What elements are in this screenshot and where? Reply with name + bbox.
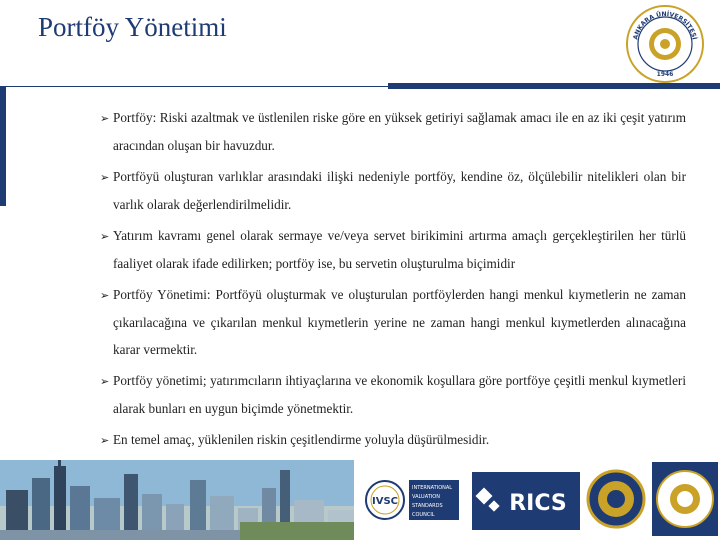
- bullet-list: [100, 104, 686, 458]
- ivsc-line-4: COUNCIL: [412, 512, 435, 518]
- bullet-item: ➢ Portföy Yönetimi: Portföyü oluşturmak ve oluşturulan portföylerden hangi menkul kıymetlerin ne zaman çıkarılacağına ve çıkarılan menkul kıymetlerin yerine ne zaman hangi menkul kıymetlerden alınacağına karar vermektir.: [100, 281, 686, 363]
- header-rule: [0, 82, 720, 90]
- bullet-arrow-icon: ➢: [100, 434, 110, 447]
- bullet-arrow-icon: ➢: [100, 112, 110, 125]
- bullet-item: ➢ Portföyü oluşturan varlıklar arasındaki ilişki nedeniyle portföy, kendine öz, ölçülebilir nitelikleri olan bir varlık olarak değerlendirilmelidir.: [100, 163, 686, 218]
- rics-text: RICS: [509, 491, 567, 516]
- university-year-text: 1946: [656, 71, 674, 78]
- university-name-text: ANKARA ÜNİVERSİTESİ: [632, 10, 698, 41]
- left-accent-bar: [0, 86, 6, 206]
- bullet-item: ➢ Portföy yönetimi; yatırımcıların ihtiyaçlarına ve ekonomik koşullara göre portföye çeşitli menkul kıymetleri alarak bunları en uygun biçimde yönetmektir.: [100, 367, 686, 422]
- ivsc-line-1: INTERNATIONAL: [412, 485, 453, 491]
- bullet-item: ➢ Portföy: Riski azaltmak ve üstlenilen riske göre en yüksek getiriyi sağlamak amacı ile en az iki çeşit yatırım aracından oluşan bir havuzdur.: [100, 104, 686, 159]
- ivsc-abbr-text: IVSC: [371, 496, 399, 507]
- bullet-arrow-icon: ➢: [100, 375, 110, 388]
- bullet-arrow-icon: ➢: [100, 171, 110, 184]
- bullet-item: ➢ Yatırım kavramı genel olarak sermaye ve/veya servet birikimini artırma amaçlı gerçekleştirilen her türlü faaliyet olarak ifade edilirken; portföy ise, bu servetin oluşturulma biçimidir: [100, 222, 686, 277]
- rics-logo: [472, 472, 580, 530]
- bullet-arrow-icon: ➢: [100, 289, 110, 302]
- gold-seal-logo: [586, 465, 646, 533]
- ivsc-line-2: VALUATION: [412, 494, 440, 500]
- footer-banner: [0, 460, 720, 540]
- ivsc-line-3: STANDARDS: [412, 503, 443, 509]
- slide-title: Portföy Yönetimi: [38, 12, 227, 42]
- university-logo-top: [625, 4, 705, 84]
- university-logo-bottom: [652, 462, 718, 536]
- ivsc-logo: [365, 470, 461, 530]
- city-skyline-photo: [0, 460, 354, 540]
- bullet-arrow-icon: ➢: [100, 230, 110, 243]
- bullet-item: ➢ En temel amaç, yüklenilen riskin çeşitlendirme yoluyla düşürülmesidir.: [100, 426, 686, 454]
